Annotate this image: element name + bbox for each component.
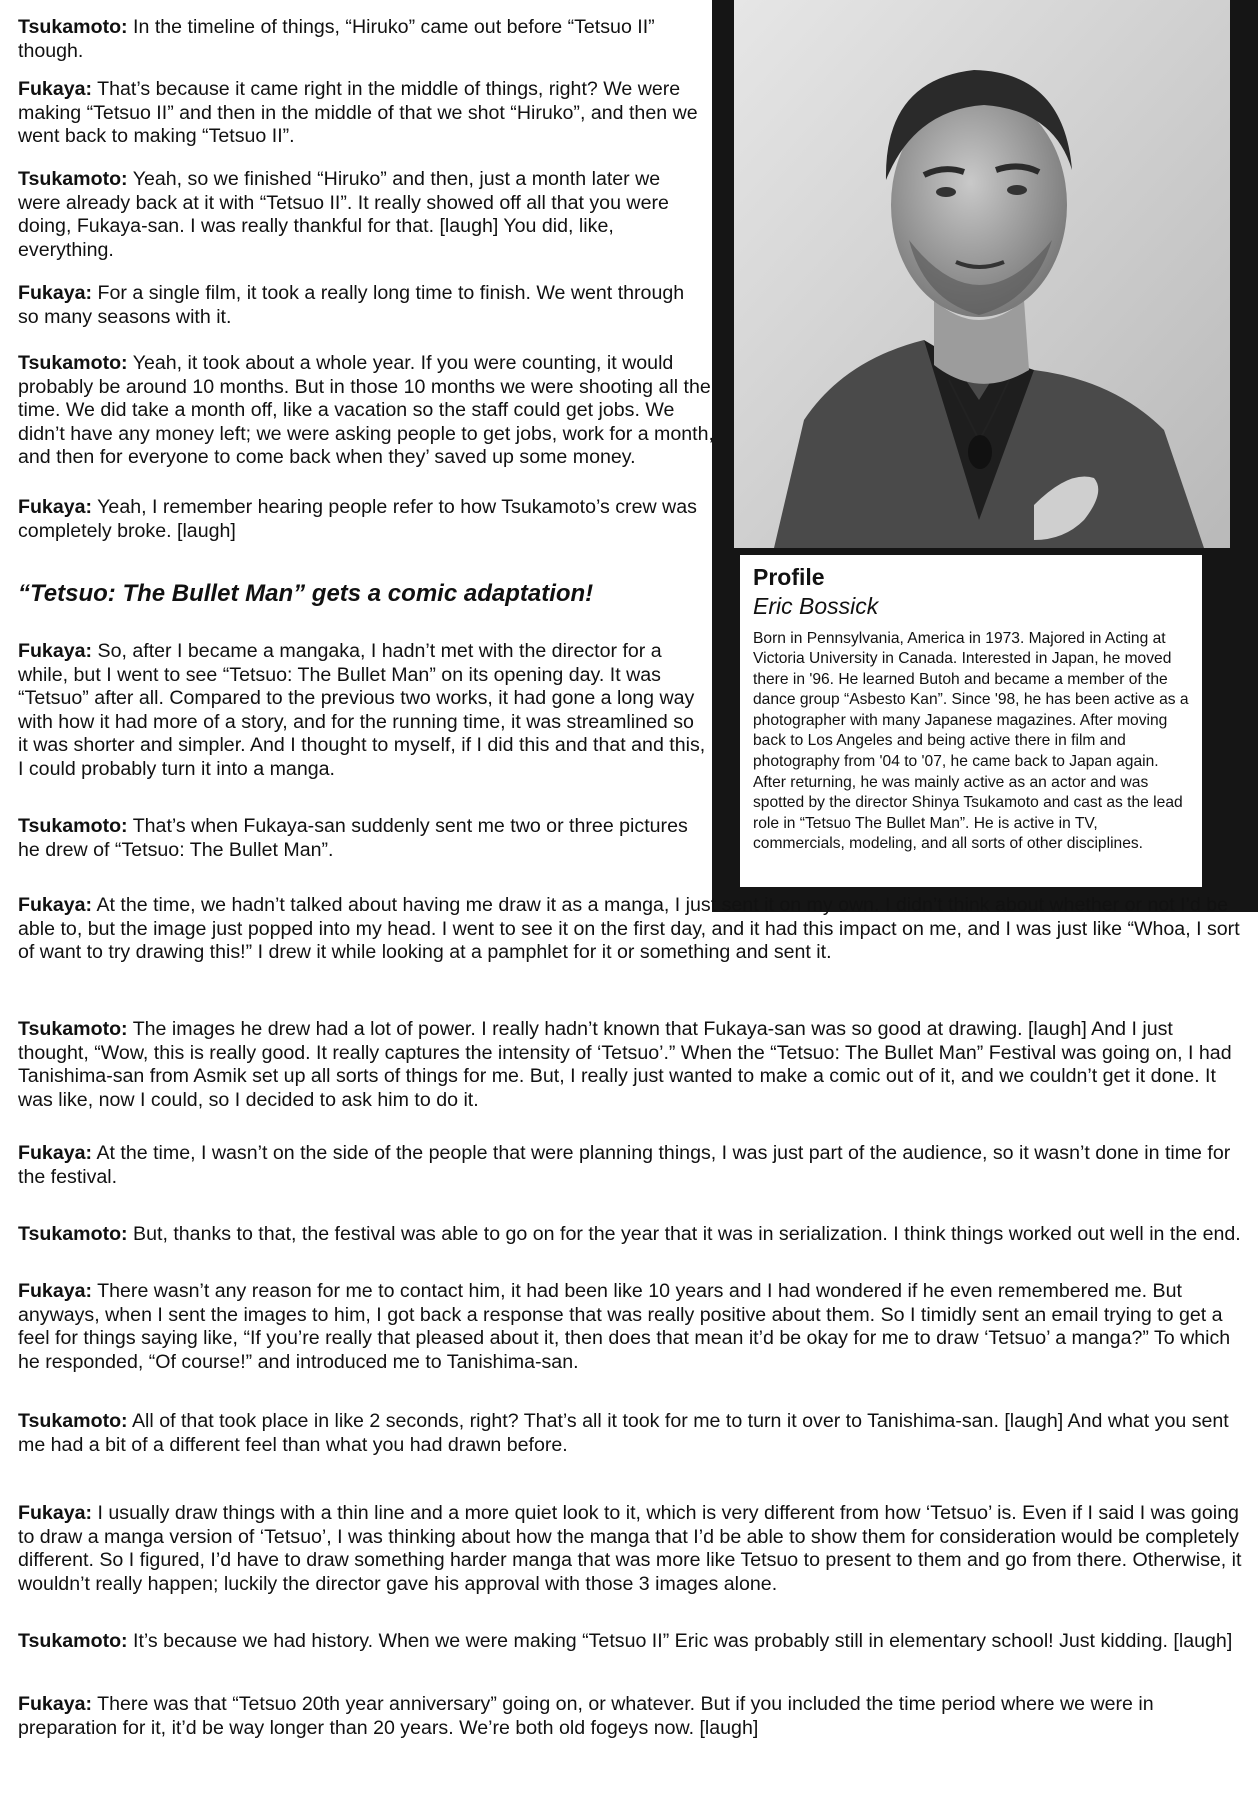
profile-title: Profile bbox=[753, 564, 825, 590]
dialogue-paragraph bbox=[18, 1410, 1248, 1457]
dialogue-text: There was that “Tetsuo 20th year anniversary” going on, or whatever. But if you included the time period where we were in preparation for it, it’d be way longer than 20 years. We’re both old fogeys now. [laugh] bbox=[18, 1693, 1154, 1739]
profile-bio: Born in Pennsylvania, America in 1973. Majored in Acting at Victoria University in Canada. Interested in Japan, he moved there in '96. He learned Butoh and became a member of the dance group “Asbesto Kan”. Since '98, he has been active as a photographer with many Japanese magazines. After moving back to Los Angeles and being active there in film and photography from '04 to '07, he came back to Japan again. After returning, he was mainly active as an actor and was spotted by the director Shinya Tsukamoto and cast as the lead role in “Tetsuo The Bullet Man”. He is active in TV, commercials, modeling, and all sorts of other disciplines. bbox=[753, 629, 1189, 853]
dialogue-text: That’s when Fukaya-san suddenly sent me two or three pictures he drew of “Tetsuo: The Bullet Man”. bbox=[18, 815, 688, 861]
dialogue-text: The images he drew had a lot of power. I really hadn’t known that Fukaya-san was so good at drawing. [laugh] And I just thought, “Wow, this is really good. It really captures the intensity of ‘Tetsuo’.” When the “Tetsuo: The Bullet Man” Festival was going on, I had Tanishima-san from Asmik set up all sorts of things for me. But, I really just wanted to make a comic out of it, and we couldn’t get it done. It was like, now I could, so I decided to ask him to do it. bbox=[18, 1018, 1232, 1111]
section-heading: “Tetsuo: The Bullet Man” gets a comic adaptation! bbox=[18, 580, 594, 607]
speaker-name: Fukaya: bbox=[18, 894, 93, 916]
speaker-name: Tsukamoto: bbox=[18, 1018, 128, 1040]
dialogue-paragraph bbox=[18, 640, 708, 781]
speaker-name: Tsukamoto: bbox=[18, 815, 128, 837]
speaker-name: Fukaya: bbox=[18, 1693, 93, 1715]
dialogue-paragraph bbox=[18, 1280, 1248, 1374]
dialogue-text: It’s because we had history. When we were making “Tetsuo II” Eric was probably still in elementary school! Just kidding. [laugh] bbox=[133, 1630, 1233, 1652]
dialogue-paragraph bbox=[18, 1223, 1248, 1247]
profile-box bbox=[740, 555, 1202, 887]
dialogue-paragraph bbox=[18, 496, 708, 543]
dialogue-paragraph bbox=[18, 1693, 1248, 1740]
speaker-name: Fukaya: bbox=[18, 282, 93, 304]
speaker-name: Tsukamoto: bbox=[18, 1410, 128, 1432]
speaker-name: Tsukamoto: bbox=[18, 1223, 128, 1245]
dialogue-text: Yeah, I remember hearing people refer to how Tsukamoto’s crew was completely broke. [laugh] bbox=[18, 496, 697, 542]
dialogue-text: Yeah, it took about a whole year. If you were counting, it would probably be around 10 months. But in those 10 months we were shooting all the time. We did take a month off, like a vacation so the staff could get jobs. We didn’t have any money left; we were asking people to get jobs, work for a month, and then for everyone to come back when they’ saved up some money. bbox=[18, 352, 714, 468]
dialogue-text: But, thanks to that, the festival was able to go on for the year that it was in serialization. I think things worked out well in the end. bbox=[133, 1223, 1241, 1245]
dialogue-paragraph bbox=[18, 1142, 1248, 1189]
dialogue-paragraph bbox=[18, 78, 708, 149]
dialogue-paragraph bbox=[18, 1018, 1248, 1112]
dialogue-paragraph bbox=[18, 168, 708, 262]
speaker-name: Tsukamoto: bbox=[18, 352, 128, 374]
dialogue-paragraph bbox=[18, 815, 708, 862]
dialogue-text: There wasn’t any reason for me to contact him, it had been like 10 years and I had wondered if he even remembered me. But anyways, when I sent the images to him, I got back a response that was really positive about them. So I timidly sent an email trying to get a feel for things saying like, “If you’re really that pleased about it, then does that mean it’d be okay for me to draw ‘Tetsuo’ a manga?” To which he responded, “Of course!” and introduced me to Tanishima-san. bbox=[18, 1280, 1231, 1373]
dialogue-paragraph bbox=[18, 1630, 1248, 1654]
dialogue-text: All of that took place in like 2 seconds, right? That’s all it took for me to turn it over to Tanishima-san. [laugh] And what you sent me had a bit of a different feel than what you had drawn before. bbox=[18, 1410, 1229, 1456]
speaker-name: Fukaya: bbox=[18, 1280, 93, 1302]
speaker-name: Fukaya: bbox=[18, 640, 93, 662]
dialogue-paragraph bbox=[18, 1502, 1248, 1596]
dialogue-paragraph bbox=[18, 282, 708, 329]
dialogue-text: At the time, I wasn’t on the side of the people that were planning things, I was just part of the audience, so it wasn’t done in time for the festival. bbox=[18, 1142, 1231, 1188]
dialogue-text: Yeah, so we finished “Hiruko” and then, just a month later we were already back at it with “Tetsuo II”. It really showed off all that you were doing, Fukaya-san. I was really thankful for that. [laugh] You did, like, everything. bbox=[18, 168, 669, 261]
dialogue-paragraph bbox=[18, 894, 1248, 965]
profile-name: Eric Bossick bbox=[753, 592, 879, 619]
dialogue-text: At the time, we hadn’t talked about having me draw it as a manga, I just sent it on my own. I didn’t think about whether or not I’d be able to, but the image just popped into my head. I went to see it on the first day, and it had this impact on me, and I was just like “Whoa, I sort of want to try drawing this!” I drew it while looking at a pamphlet for it or something and sent it. bbox=[18, 894, 1240, 963]
dialogue-text: For a single film, it took a really long time to finish. We went through so many seasons with it. bbox=[18, 282, 685, 328]
dialogue-paragraph bbox=[18, 16, 708, 63]
speaker-name: Fukaya: bbox=[18, 1142, 93, 1164]
speaker-name: Fukaya: bbox=[18, 1502, 93, 1524]
speaker-name: Tsukamoto: bbox=[18, 16, 128, 38]
dialogue-text: In the timeline of things, “Hiruko” came out before “Tetsuo II” though. bbox=[18, 16, 655, 62]
dialogue-text: That’s because it came right in the middle of things, right? We were making “Tetsuo II” and then in the middle of that we shot “Hiruko”, and then we went back to making “Tetsuo II”. bbox=[18, 78, 698, 147]
speaker-name: Fukaya: bbox=[18, 496, 93, 518]
dialogue-paragraph bbox=[18, 352, 718, 470]
portrait-image bbox=[734, 0, 1230, 548]
dialogue-text: So, after I became a mangaka, I hadn’t met with the director for a while, but I went to see “Tetsuo: The Bullet Man” on its opening day. It was “Tetsuo” after all. Compared to the previous two works, it had gone a long way with how it had more of a story, and for the running time, it was streamlined so it was shorter and simpler. And I thought to myself, if I did this and that and this, I could probably turn it into a manga. bbox=[18, 640, 706, 780]
speaker-name: Fukaya: bbox=[18, 78, 93, 100]
speaker-name: Tsukamoto: bbox=[18, 1630, 128, 1652]
speaker-name: Tsukamoto: bbox=[18, 168, 128, 190]
dialogue-text: I usually draw things with a thin line and a more quiet look to it, which is very different from how ‘Tetsuo’ is. Even if I said I was going to draw a manga version of ‘Tetsuo’, I was thinking about how the manga that I’d be able to show them for consideration would be completely different. So I figured, I’d have to draw something harder manga that was more like Tetsuo to present to them and go from there. Otherwise, it wouldn’t really happen; luckily the director gave his approval with those 3 images alone. bbox=[18, 1502, 1242, 1595]
